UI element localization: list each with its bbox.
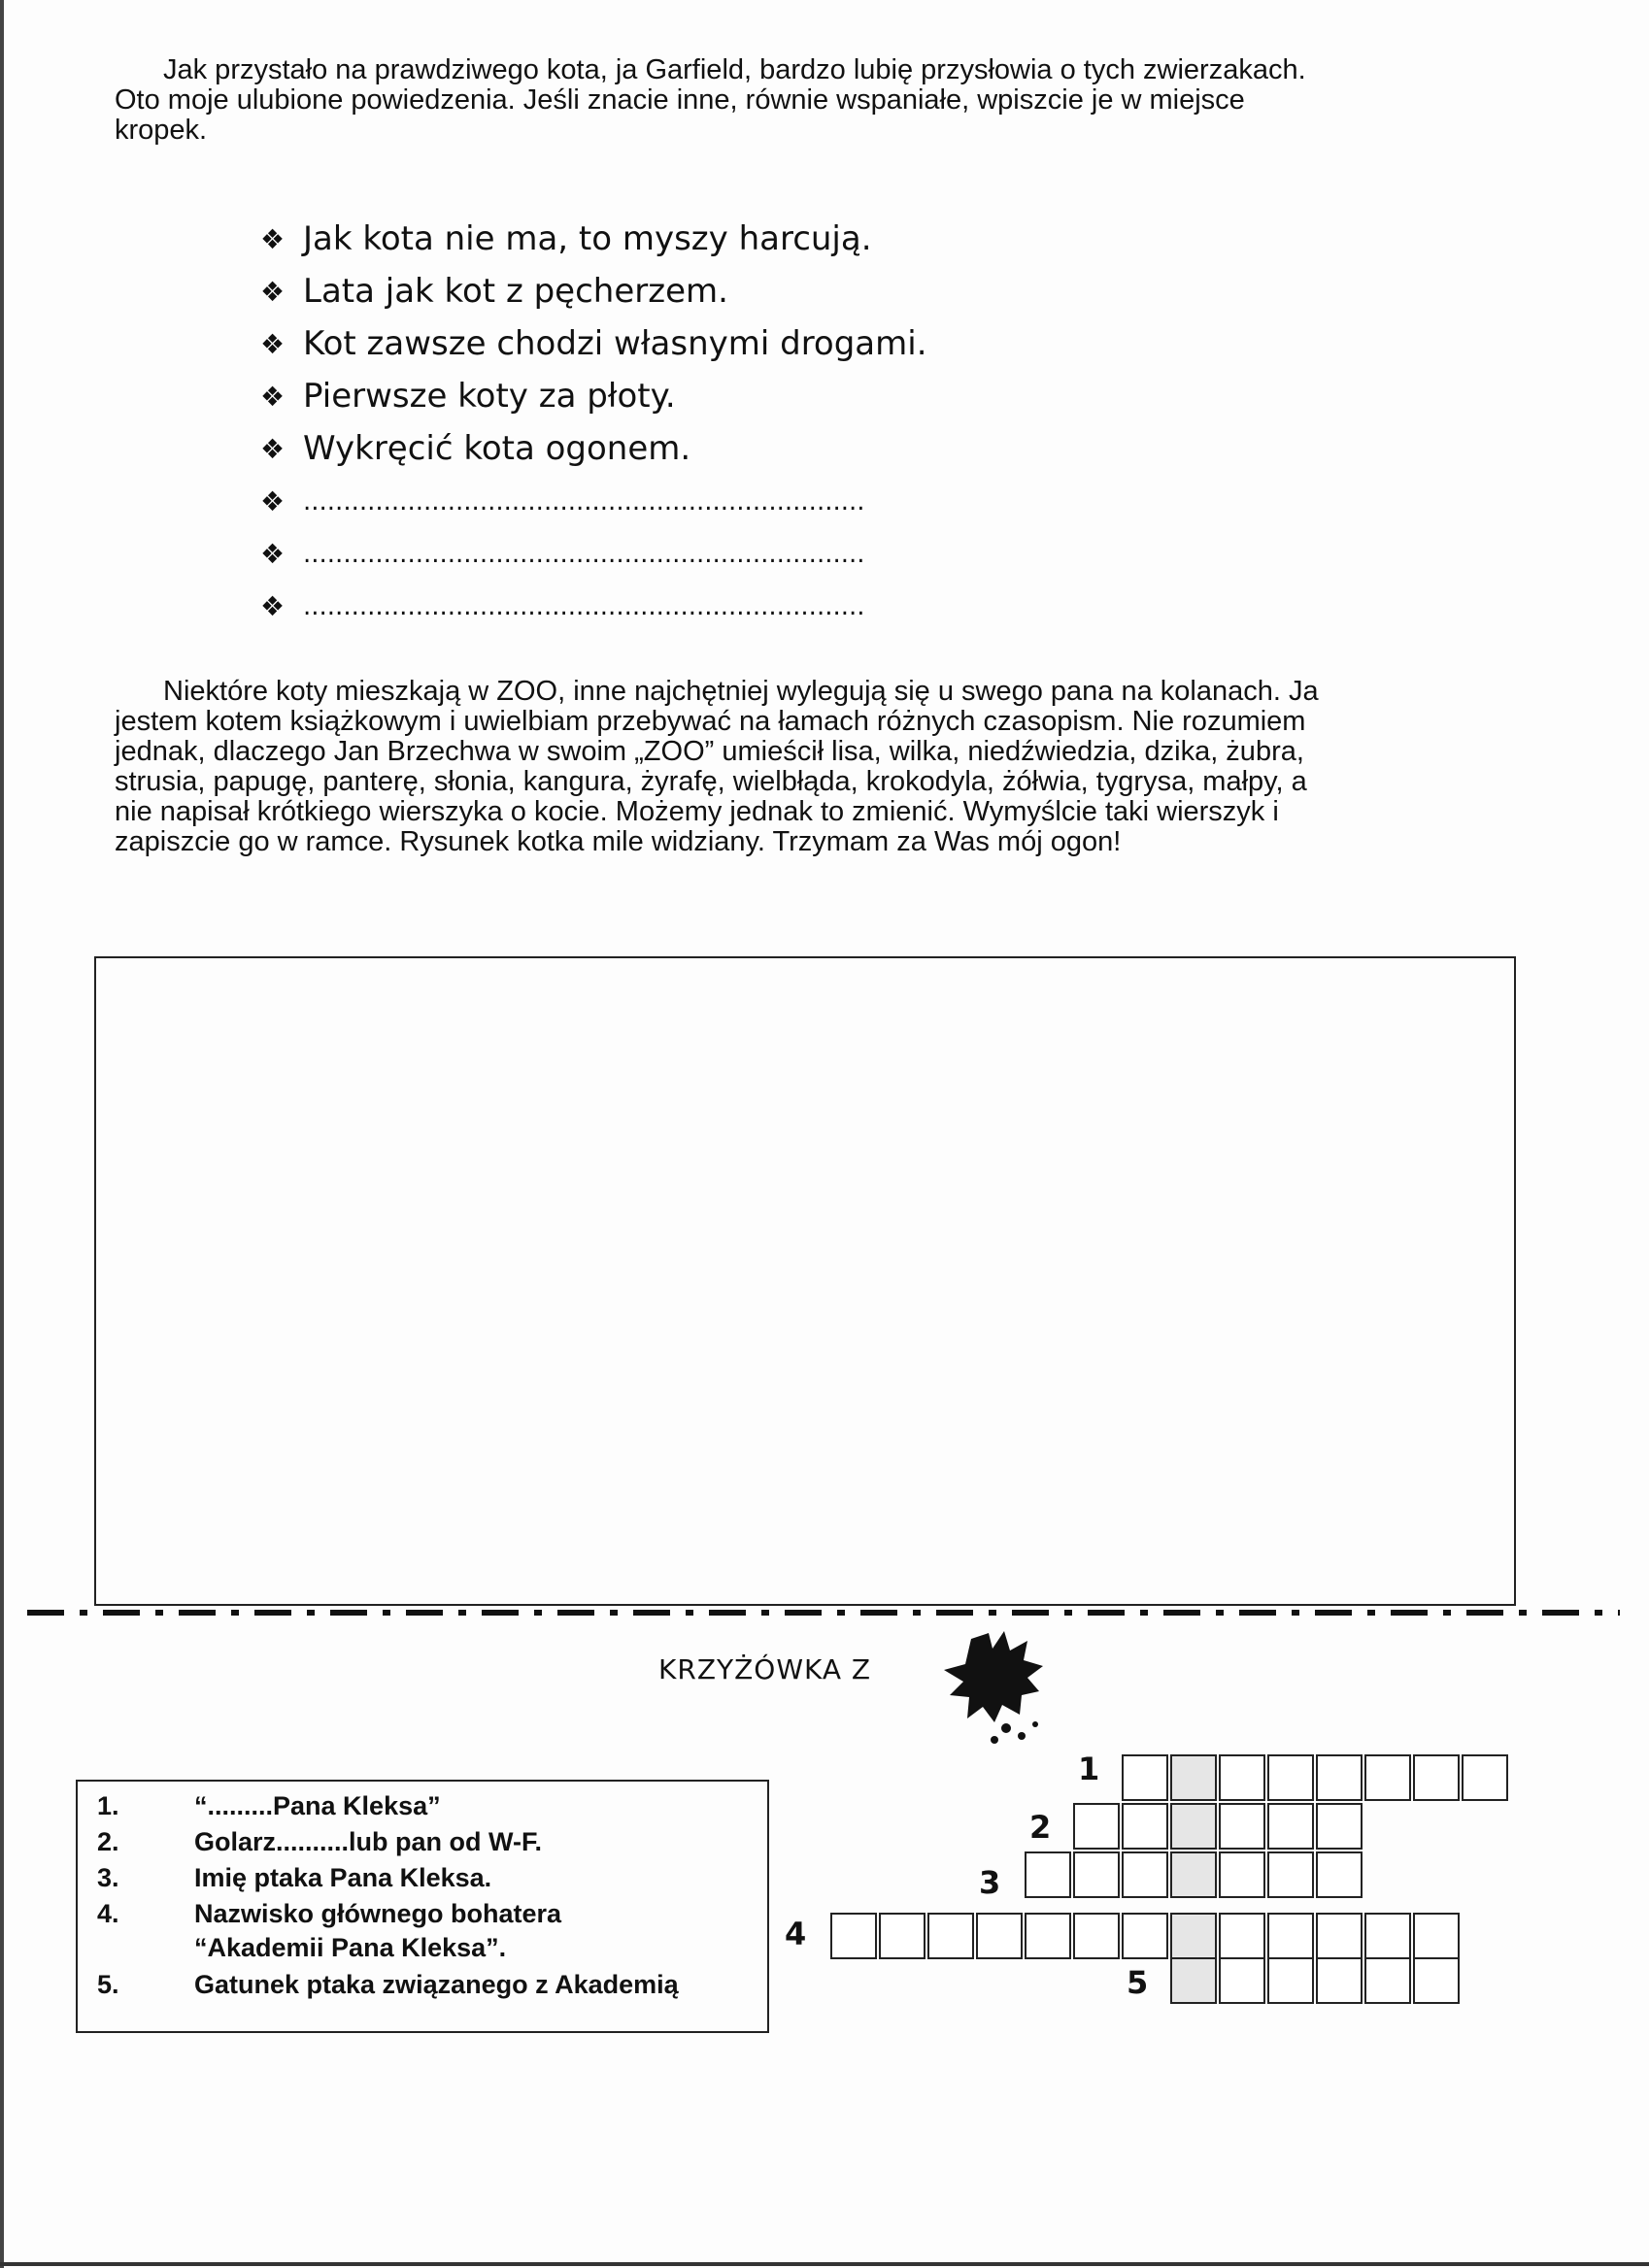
row-number: 5 bbox=[1127, 1964, 1149, 2001]
crossword-cell[interactable] bbox=[1413, 1913, 1460, 1959]
diamond-bullet-icon: ❖ bbox=[260, 485, 286, 517]
intro-line: kropek. bbox=[115, 115, 208, 146]
crossword-cell[interactable] bbox=[1073, 1851, 1120, 1898]
row-number: 1 bbox=[1078, 1751, 1100, 1787]
clue-number: 2. bbox=[97, 1827, 119, 1856]
crossword-cell[interactable] bbox=[976, 1913, 1023, 1959]
crossword-cell[interactable] bbox=[1219, 1803, 1265, 1850]
diamond-bullet-icon: ❖ bbox=[260, 327, 286, 360]
crossword-cell[interactable] bbox=[1364, 1913, 1411, 1959]
intro-line: Jak przystało na prawdziwego kota, ja Garfield, bardzo lubię przysłowia o tych zwierzakach. bbox=[163, 54, 1306, 85]
diamond-bullet-icon: ❖ bbox=[260, 380, 286, 413]
proverb-item bbox=[260, 377, 676, 416]
clue-text: Nazwisko głównego bohatera bbox=[194, 1899, 562, 1928]
crossword-cell-key[interactable] bbox=[1170, 1851, 1217, 1898]
crossword-cell-key[interactable] bbox=[1170, 1754, 1217, 1801]
crossword-cell[interactable] bbox=[1025, 1851, 1071, 1898]
crossword-cell[interactable] bbox=[1413, 1957, 1460, 2004]
clue-item bbox=[78, 1827, 542, 1857]
crossword-cell[interactable] bbox=[1267, 1957, 1314, 2004]
poem-task-line: Niektóre koty mieszkają w ZOO, inne najchętniej wylegują się u swego pana na kolanach. Ja bbox=[163, 676, 1319, 707]
proverb-text: Lata jak kot z pęcherzem. bbox=[303, 272, 728, 311]
row-number: 2 bbox=[1029, 1809, 1052, 1846]
proverb-blank[interactable] bbox=[260, 590, 865, 622]
crossword-cell[interactable] bbox=[1073, 1913, 1120, 1959]
diamond-bullet-icon: ❖ bbox=[260, 590, 286, 622]
scan-edge bbox=[0, 2262, 1649, 2266]
crossword-cell[interactable] bbox=[1462, 1754, 1508, 1801]
crossword-cell[interactable] bbox=[927, 1913, 974, 1959]
crossword-cell[interactable] bbox=[1219, 1851, 1265, 1898]
proverb-text: Kot zawsze chodzi własnymi drogami. bbox=[303, 324, 927, 363]
cut-line bbox=[27, 1609, 1620, 1617]
clue-number: 1. bbox=[97, 1791, 119, 1820]
clue-number: 5. bbox=[97, 1970, 119, 1999]
crossword-title: KRZYŻÓWKA Z bbox=[658, 1653, 872, 1685]
proverb-text: Jak kota nie ma, to myszy harcują. bbox=[303, 219, 872, 258]
row-number: 4 bbox=[785, 1916, 807, 1952]
crossword-cell[interactable] bbox=[1364, 1957, 1411, 2004]
crossword-cell[interactable] bbox=[1267, 1754, 1314, 1801]
ink-blot-icon bbox=[934, 1627, 1062, 1753]
crossword-cell[interactable] bbox=[1219, 1913, 1265, 1959]
intro-line: Oto moje ulubione powiedzenia. Jeśli znacie inne, równie wspaniałe, wpiszcie je w miejsce bbox=[115, 84, 1245, 116]
clue-text: Golarz..........lub pan od W-F. bbox=[194, 1827, 542, 1856]
blank-dotted-line[interactable]: ...................................................................... bbox=[303, 539, 865, 569]
proverb-item bbox=[260, 219, 872, 258]
crossword-cell[interactable] bbox=[1267, 1803, 1314, 1850]
crossword-cell[interactable] bbox=[1267, 1913, 1314, 1959]
crossword-cell[interactable] bbox=[1219, 1754, 1265, 1801]
clue-text: “Akademii Pana Kleksa”. bbox=[194, 1933, 507, 1962]
clue-item bbox=[78, 1899, 561, 1929]
crossword-cell[interactable] bbox=[1316, 1754, 1363, 1801]
crossword-cell[interactable] bbox=[1025, 1913, 1071, 1959]
crossword-cell-key[interactable] bbox=[1170, 1957, 1217, 2004]
crossword-cell-key[interactable] bbox=[1170, 1803, 1217, 1850]
blank-dotted-line[interactable]: ...................................................................... bbox=[303, 591, 865, 621]
crossword-cell[interactable] bbox=[1122, 1913, 1168, 1959]
clue-text: Gatunek ptaka związanego z Akademią bbox=[194, 1970, 679, 1999]
poem-frame[interactable] bbox=[94, 956, 1516, 1606]
proverb-item bbox=[260, 429, 690, 468]
crossword-cell[interactable] bbox=[879, 1913, 925, 1959]
poem-task-line: zapiszcie go w ramce. Rysunek kotka mile widziany. Trzymam za Was mój ogon! bbox=[115, 826, 1122, 857]
crossword-cell[interactable] bbox=[1316, 1957, 1363, 2004]
clue-item bbox=[78, 1970, 679, 2000]
blank-dotted-line[interactable]: ...................................................................... bbox=[303, 486, 865, 517]
crossword-cell-key[interactable] bbox=[1170, 1913, 1217, 1959]
diamond-bullet-icon: ❖ bbox=[260, 538, 286, 570]
proverb-blank[interactable] bbox=[260, 485, 865, 517]
proverb-text: Pierwsze koty za płoty. bbox=[303, 377, 676, 416]
crossword-cell[interactable] bbox=[1267, 1851, 1314, 1898]
row-number: 3 bbox=[979, 1864, 1001, 1901]
diamond-bullet-icon: ❖ bbox=[260, 222, 286, 255]
proverb-blank[interactable] bbox=[260, 538, 865, 570]
proverb-item bbox=[260, 272, 728, 311]
diamond-bullet-icon: ❖ bbox=[260, 275, 286, 308]
crossword-cell[interactable] bbox=[1219, 1957, 1265, 2004]
crossword-cell[interactable] bbox=[1122, 1803, 1168, 1850]
clue-item bbox=[78, 1791, 441, 1821]
poem-task-line: nie napisał krótkiego wierszyka o kocie. Możemy jednak to zmienić. Wymyślcie taki wierszyk i bbox=[115, 796, 1279, 827]
clue-text: “.........Pana Kleksa” bbox=[194, 1791, 441, 1820]
clue-number: 3. bbox=[97, 1863, 119, 1892]
crossword-clues-box bbox=[76, 1780, 769, 2033]
crossword-cell[interactable] bbox=[1316, 1851, 1363, 1898]
clue-item bbox=[78, 1933, 506, 1963]
diamond-bullet-icon: ❖ bbox=[260, 432, 286, 465]
crossword-cell[interactable] bbox=[1122, 1754, 1168, 1801]
clue-number: 4. bbox=[97, 1899, 119, 1928]
crossword-cell[interactable] bbox=[1364, 1754, 1411, 1801]
proverb-text: Wykręcić kota ogonem. bbox=[303, 429, 691, 468]
crossword-cell[interactable] bbox=[1413, 1754, 1460, 1801]
poem-task-paragraph bbox=[115, 677, 1319, 857]
intro-paragraph bbox=[115, 55, 1306, 146]
crossword-cell[interactable] bbox=[830, 1913, 877, 1959]
poem-task-line: jestem kotem książkowym i uwielbiam przebywać na łamach różnych czasopism. Nie rozumiem bbox=[115, 706, 1306, 737]
crossword-cell[interactable] bbox=[1316, 1913, 1363, 1959]
poem-task-line: strusia, papugę, panterę, słonia, kangura, żyrafę, wielbłąda, krokodyla, żółwia, tygrysa, małpy, a bbox=[115, 766, 1307, 797]
crossword-cell[interactable] bbox=[1316, 1803, 1363, 1850]
poem-task-line: jednak, dlaczego Jan Brzechwa w swoim „ZOO” umieścił lisa, wilka, niedźwiedzia, dzika, żubra, bbox=[115, 736, 1304, 767]
scan-edge bbox=[0, 0, 4, 2268]
crossword-cell[interactable] bbox=[1122, 1851, 1168, 1898]
proverb-item bbox=[260, 324, 927, 363]
crossword-cell[interactable] bbox=[1073, 1803, 1120, 1850]
clue-text: Imię ptaka Pana Kleksa. bbox=[194, 1863, 492, 1892]
clue-item bbox=[78, 1863, 491, 1893]
